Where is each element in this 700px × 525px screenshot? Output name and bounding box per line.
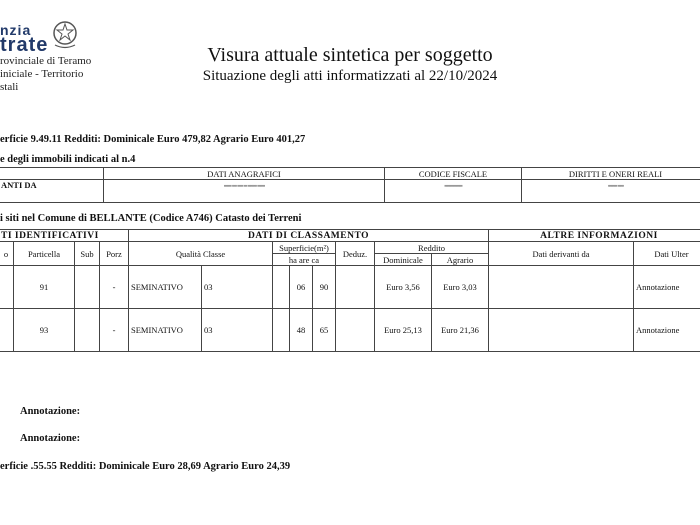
cell-porz: - <box>100 266 129 309</box>
col-dominicale: Dominicale <box>375 254 432 266</box>
cell-qualita: SEMINATIVO <box>129 266 202 309</box>
cell-porz: - <box>100 309 129 352</box>
soggetti-table <box>0 167 700 203</box>
cell-particella: 91 <box>14 266 75 309</box>
summary-totals-1: erficie 9.49.11 Redditi: Dominicale Euro 479,82 Agrario Euro 401,27 <box>0 134 306 145</box>
col-codice-fiscale: CODICE FISCALE <box>385 168 522 180</box>
cf-redacted: ▪▪▪▪▪▪▪▪▪▪▪▪ <box>385 180 522 203</box>
col-particella: Particella <box>14 242 75 266</box>
terreni-title: i siti nel Comune di BELLANTE (Codice A746) Catasto dei Terreni <box>0 213 302 224</box>
cell-classe: 03 <box>202 309 273 352</box>
col-diritti-oneri: DIRITTI E ONERI REALI <box>522 168 700 180</box>
col-porz: Porz <box>100 242 129 266</box>
logo-line-1: nzia <box>0 22 32 38</box>
col-superficie-sub: ha are ca <box>273 254 336 266</box>
annotation-label-1: Annotazione: <box>20 406 81 417</box>
immobili-label: e degli immobili indicati al n.4 <box>0 154 136 165</box>
anagrafici-redacted: ▪▪▪▪▪ ▪▪▪ ▪▪▪▪ ▪▪ ▪▪▪▪▪▪ ▪▪▪▪▪ <box>104 180 385 203</box>
terreni-table <box>0 229 700 352</box>
document-subtitle: Situazione degli atti informatizzati al 22/10/2024 <box>202 68 498 84</box>
cell-ca: 65 <box>313 309 336 352</box>
col-foglio: o <box>0 242 14 266</box>
cell-are: 48 <box>290 309 313 352</box>
col-dati-ulteriori: Dati Ulter <box>634 242 700 266</box>
document-title: Visura attuale sintetica per soggetto <box>207 44 493 66</box>
cell-dominicale: Euro 3,56 <box>375 266 432 309</box>
office-line-3: stali <box>0 81 19 93</box>
cell-agrario: Euro 21,36 <box>432 309 489 352</box>
office-line-1: rovinciale di Teramo <box>0 55 92 67</box>
annotation-label-2: Annotazione: <box>20 433 81 444</box>
diritti-redacted: ▪▪▪▪▪▪ ▪▪▪▪ <box>522 180 700 203</box>
cell-ulteriori: Annotazione <box>634 266 700 309</box>
summary-totals-2: erficie .55.55 Redditi: Dominicale Euro 28,69 Agrario Euro 24,39 <box>0 461 291 472</box>
cell-ca: 90 <box>313 266 336 309</box>
cell-agrario: Euro 3,03 <box>432 266 489 309</box>
table-row <box>0 266 700 309</box>
cell-dominicale: Euro 25,13 <box>375 309 432 352</box>
logo-line-2: trate <box>0 34 49 56</box>
office-line-2: iniciale - Territorio <box>0 68 84 80</box>
cell-are: 06 <box>290 266 313 309</box>
cell-qualita: SEMINATIVO <box>129 309 202 352</box>
cell-classe: 03 <box>202 266 273 309</box>
col-deduz: Deduz. <box>336 242 375 266</box>
group-identificativi: TI IDENTIFICATIVI <box>0 230 129 242</box>
col-qualita-classe: Qualità Classe <box>129 242 273 266</box>
group-altre-info: ALTRE INFORMAZIONI <box>489 230 700 242</box>
col-agrario: Agrario <box>432 254 489 266</box>
cell-particella: 93 <box>14 309 75 352</box>
col-dati-anagrafici: DATI ANAGRAFICI <box>104 168 385 180</box>
col-reddito: Reddito <box>375 242 489 254</box>
soggetti-row-label: ANTI DA <box>0 180 104 203</box>
col-superficie: Superficie(m²) <box>273 242 336 254</box>
col-dati-derivanti: Dati derivanti da <box>489 242 634 266</box>
table-row <box>0 309 700 352</box>
cell-ulteriori: Annotazione <box>634 309 700 352</box>
group-classamento: DATI DI CLASSAMENTO <box>129 230 489 242</box>
col-sub: Sub <box>75 242 100 266</box>
